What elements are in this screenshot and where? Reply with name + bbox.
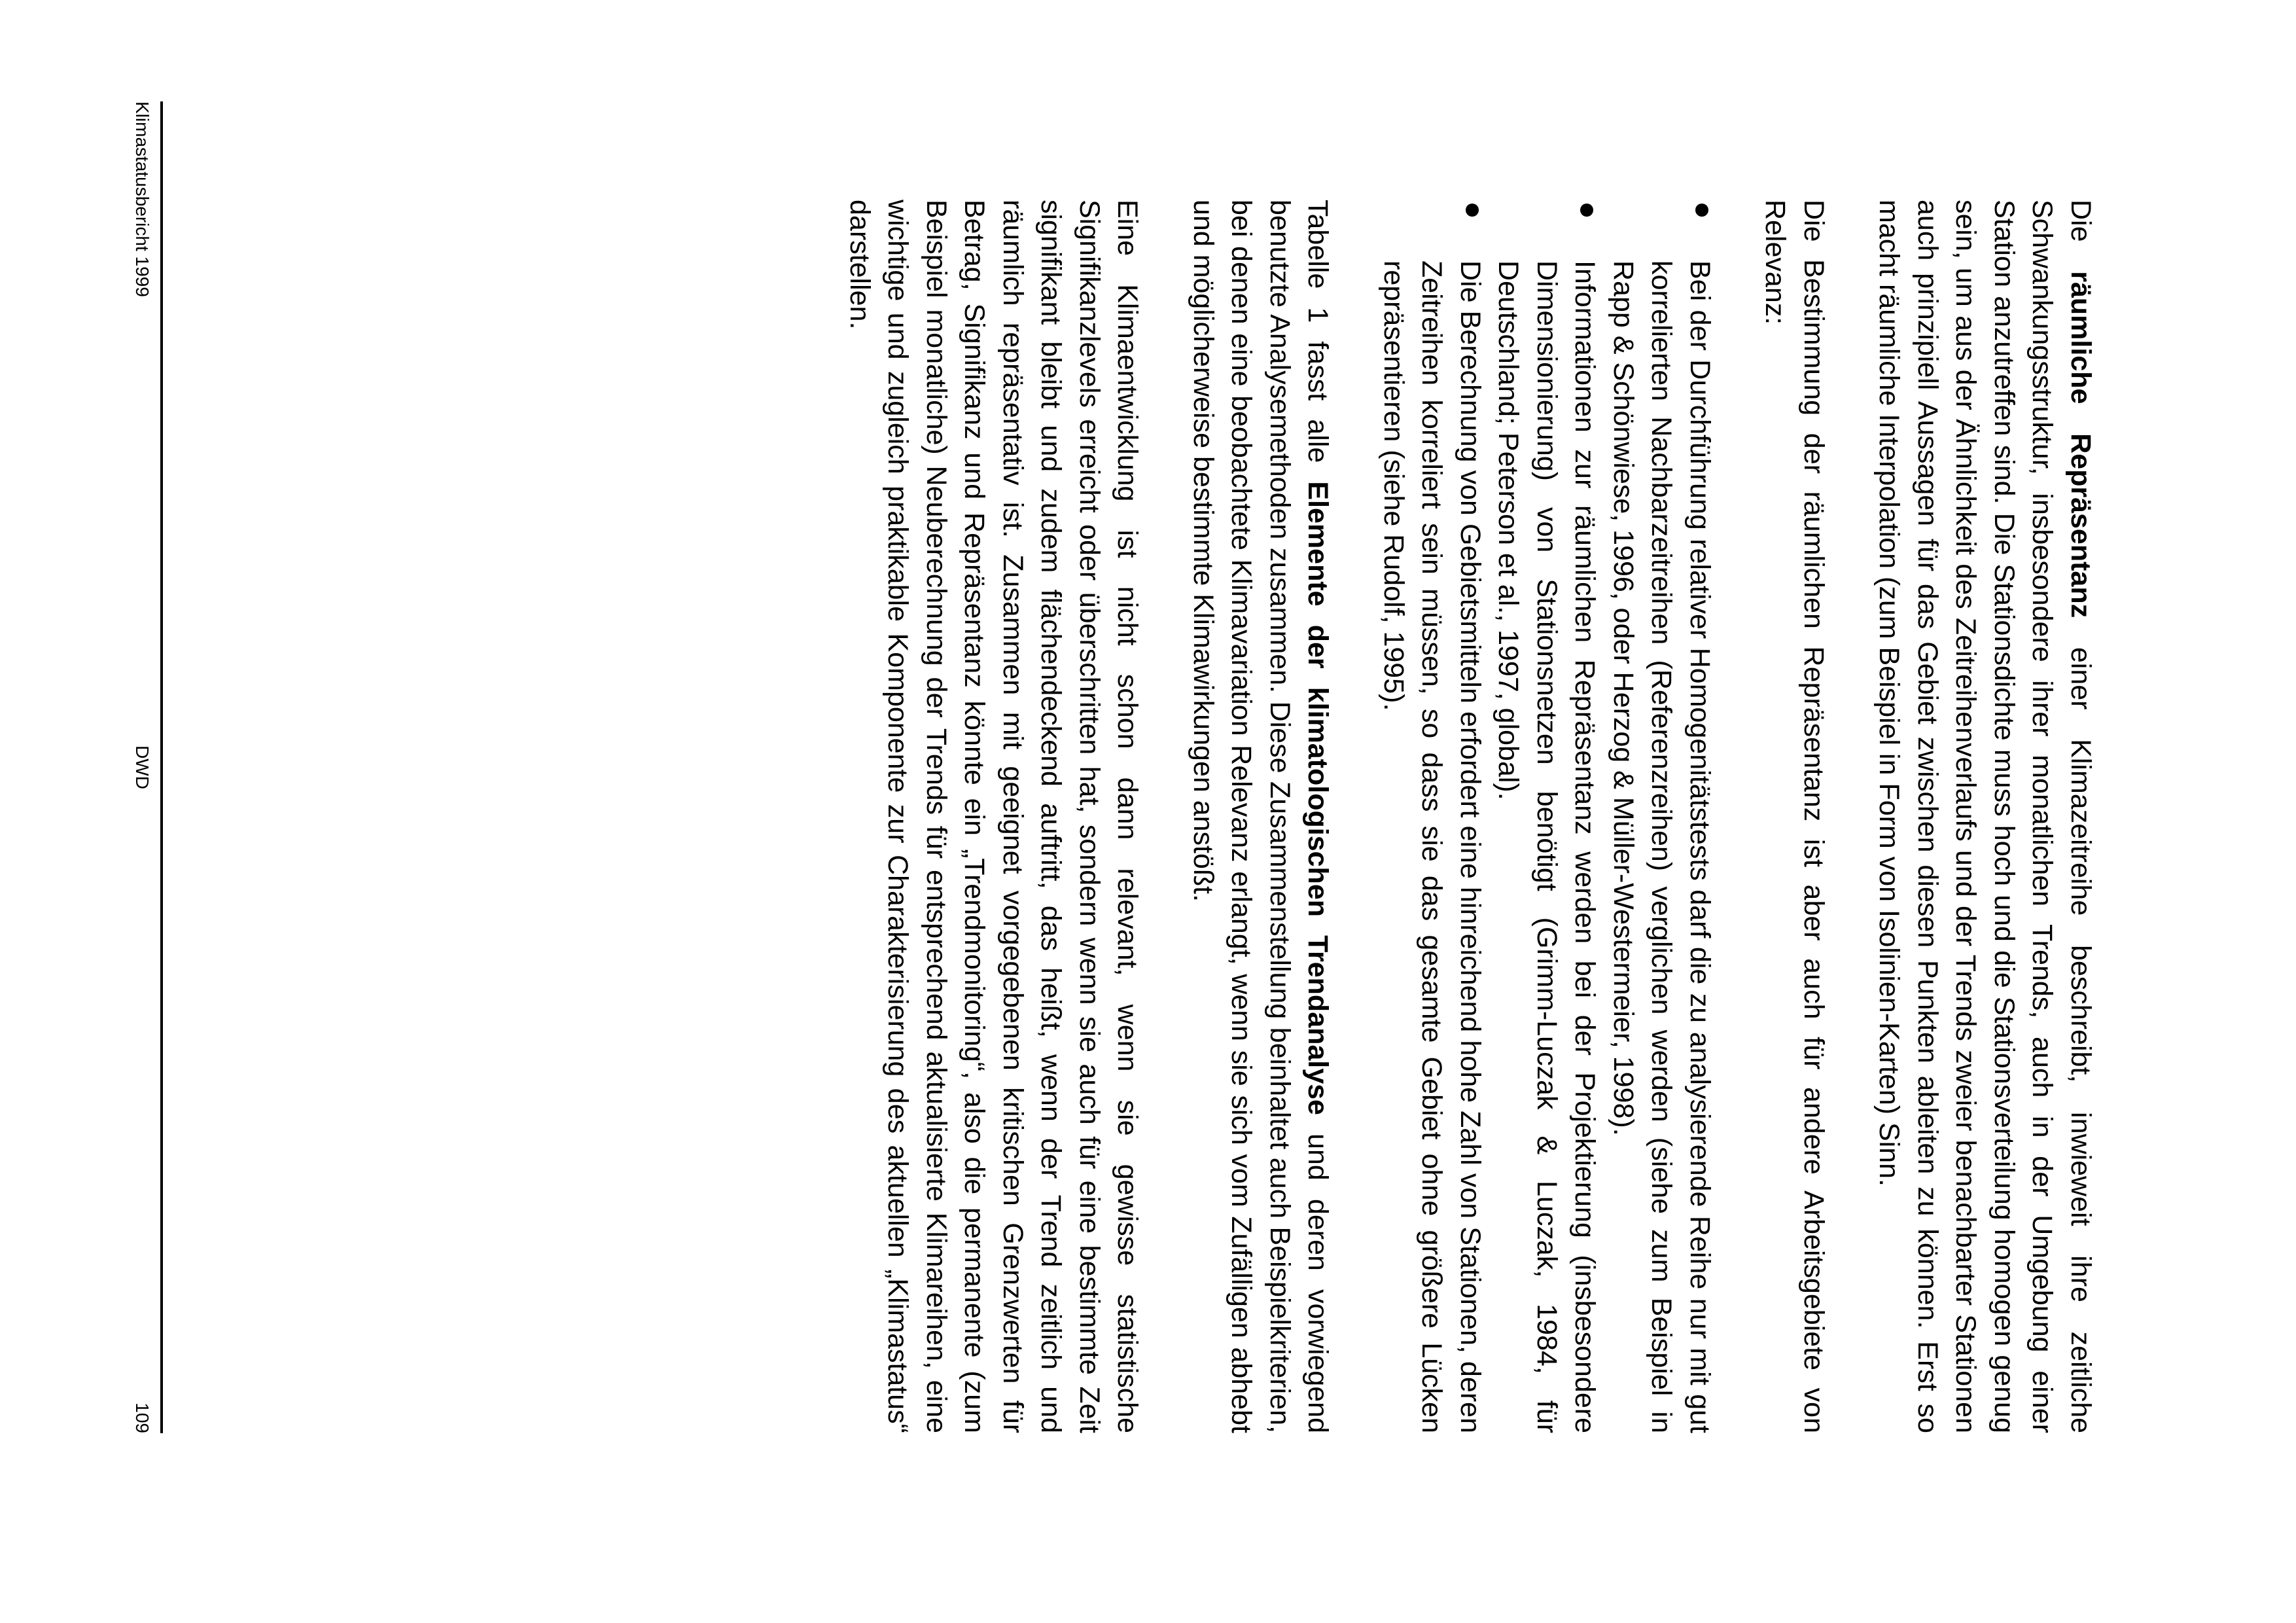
paragraph-text: einer Klimazeitreihe beschreibt, inwieweit ihre zeitliche Schwankungsstruktur, insbesondere ihrer monatlichen Trends, auch in der Umgebung einer Station anzutreffen sind. Die Stationsdichte muss hoch und die Stationsverteilung homogen genug sein, um aus der Ähnlichkeit des Zeitreihenverlaufs und der Trends zweier benachbarter Stationen auch prinzipiell Aussagen für das Gebiet zwischen diesen Punkten ableiten zu können. Erst so macht räumliche Interpolation (zum Beispiel in Form von Isolinien-Karten) Sinn. [1873, 200, 2096, 1434]
bold-term: räumliche Repräsentanz [2065, 271, 2096, 618]
page-number: 109 [132, 1402, 152, 1433]
bullet-icon [1581, 204, 1594, 217]
bullet-item [1375, 200, 1490, 1433]
bullet-text: Informationen zur räumlichen Repräsentanz werden bei der Projektierung (insbesondere Dimensionierung) von Stationsnetzen benötigt (Grimm-Luczak & Luczak, 1984, für Deutschland; Peterson et al., 1997, global). [1492, 260, 1601, 1433]
bullet-item [1604, 200, 1720, 1433]
paragraph-text: und deren vorwiegend benutzte Analysemethoden zusammen. Diese Zusammenstellung beinhaltet auch Beispielkriterien, bei denen eine beobachtete Klimavariation Relevanz erlangt, wenn sie sich vom Zufälligen abhebt und möglicherweise bestimmte Klimawirkungen anstößt. [1188, 200, 1334, 1433]
footer-publisher: DWD [132, 745, 152, 789]
paragraph-prefix: Die [2065, 200, 2096, 272]
footer-publication: Klimastatusbericht 1999 [132, 101, 152, 297]
bullet-text: Bei der Durchführung relativer Homogenitätstests darf die zu analysierende Reihe nur mit gut korrelierten Nachbarzeitreihen (Referenzreihen) verglichen werden (siehe zum Beispiel in Rapp & Schönwiese, 1996, oder Herzog & Müller-Westermeier, 1998). [1608, 260, 1716, 1433]
bold-term: Elemente der klimatologischen Trendanalyse [1302, 481, 1334, 1115]
paragraph-relevance-intro: Die Bestimmung der räumlichen Repräsentanz ist aber auch für andere Arbeitsgebiete von Relevanz: [1759, 200, 1829, 1433]
bullet-text: Die Berechnung von Gebietsmitteln erfordert eine hinreichend hohe Zahl von Stationen, deren Zeitreihen korreliert sein müssen, so dass sie das gesamte Gebiet ohne größere Lücken repräsentieren (siehe Rudolf, 1995). [1378, 260, 1486, 1433]
page-footer [121, 101, 163, 1433]
paragraph-prefix: Tabelle 1 fasst alle [1302, 200, 1334, 482]
paragraph-trend-analysis [1184, 200, 1337, 1433]
bullet-icon [1466, 204, 1479, 217]
paragraph-spatial-representativeness [1870, 200, 2100, 1433]
bullet-icon [1695, 204, 1708, 217]
bullet-item [1489, 200, 1604, 1433]
paragraph-trend-monitoring: Eine Klimaentwicklung ist nicht schon dann relevant, wenn sie gewisse statistische Signifikanzlevels erreicht oder überschritten hat, sondern wenn sie auch für eine bestimmte Zeit signifikant bleibt und zudem flächendeckend auftritt, das heißt, wenn der Trend zeitlich und räumlich repräsentativ ist. Zusammen mit geeignet vorgegebenen kritischen Grenzwerten für Betrag, Signifikanz und Repräsentanz könnte ein „Trendmonitoring“, also die permanente (zum Beispiel monatliche) Neuberechnung der Trends für entsprechend aktualisierte Klimareihen, eine wichtige und zugleich praktikable Komponente zur Charakterisierung des aktuellen „Klimastatus“ darstellen. [844, 200, 1144, 1433]
body-text [804, 200, 2100, 1433]
bullet-list [1375, 200, 1720, 1433]
